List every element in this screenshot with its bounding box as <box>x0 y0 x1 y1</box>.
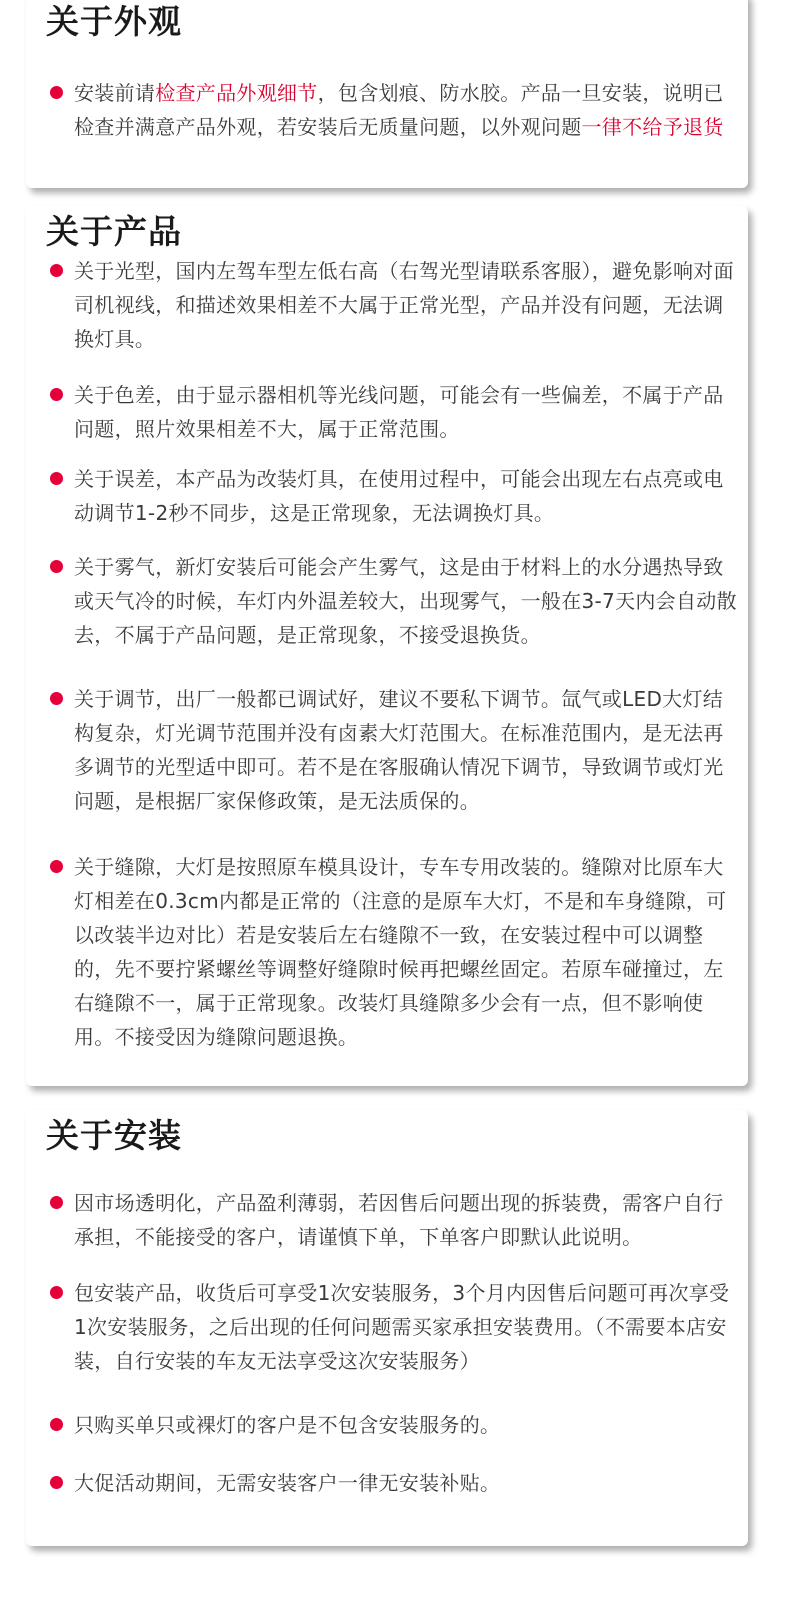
list-item <box>50 254 740 356</box>
bullet-dot-icon <box>50 1418 63 1431</box>
list-item-text: 关于雾气，新灯安装后可能会产生雾气，这是由于材料上的水分遇热导致或天气冷的时候，车灯内外温差较大，出现雾气，一般在3-7天内会自动散去，不属于产品问题，是正常现象，不接受退换货。 <box>74 555 737 647</box>
bullet-dot-icon <box>50 560 63 573</box>
highlight-text: 检查产品外观细节 <box>155 81 318 105</box>
list-item <box>50 1186 740 1254</box>
bullet-dot-icon <box>50 472 63 485</box>
list-item-text: 只购买单只或裸灯的客户是不包含安装服务的。 <box>74 1413 501 1437</box>
highlight-text: 一律不给予退货 <box>581 115 724 139</box>
list-item-text <box>50 76 740 144</box>
bullet-dot-icon <box>50 264 63 277</box>
bullet-dot-icon <box>50 86 63 99</box>
list-item-text: 包安装产品，收货后可享受1次安装服务，3个月内因售后问题可再次享受1次安装服务，之后出现的任何问题需买家承担安装费用。（不需要本店安装，自行安装的车友无法享受这次安装服务） <box>74 1281 730 1373</box>
list-item-text: 因市场透明化，产品盈利薄弱，若因售后问题出现的拆装费，需客户自行承担，不能接受的客户，请谨慎下单，下单客户即默认此说明。 <box>74 1191 724 1249</box>
list-item <box>50 550 740 652</box>
bullet-dot-icon <box>50 860 63 873</box>
list-item-text: 关于误差，本产品为改装灯具，在使用过程中，可能会出现左右点亮或电动调节1-2秒不同步，这是正常现象，无法调换灯具。 <box>74 467 724 525</box>
section-title: 关于产品 <box>46 212 182 251</box>
bullet-dot-icon <box>50 1196 63 1209</box>
section-title: 关于外观 <box>46 2 182 41</box>
list-item <box>50 1408 740 1442</box>
list-item <box>50 1466 740 1500</box>
list-item-text: 关于光型，国内左驾车型左低右高（右驾光型请联系客服），避免影响对面司机视线，和描述效果相差不大属于正常光型，产品并没有问题，无法调换灯具。 <box>74 259 734 351</box>
list-item-text: 大促活动期间，无需安装客户一律无安装补贴。 <box>74 1471 501 1495</box>
bullet-dot-icon <box>50 1476 63 1489</box>
list-item-text: 关于缝隙，大灯是按照原车模具设计，专车专用改装的。缝隙对比原车大灯相差在0.3cm内都是正常的（注意的是原车大灯，不是和车身缝隙，可以改装半边对比）若是安装后左右缝隙不一致，在安装过程中可以调整的，先不要拧紧螺丝等调整好缝隙时候再把螺丝固定。若原车碰撞过，左右缝隙不一，属于正常现象。改装灯具缝隙多少会有一点，但不影响使用。不接受因为缝隙问题退换。 <box>74 855 727 1049</box>
appearance-section <box>26 0 748 188</box>
list-item <box>50 76 740 144</box>
list-item-text: 关于调节，出厂一般都已调试好，建议不要私下调节。氙气或LED大灯结构复杂，灯光调节范围并没有卤素大灯范围大。在标准范围内，是无法再多调节的光型适中即可。若不是在客服确认情况下调节，导致调节或灯光问题，是根据厂家保修政策，是无法质保的。 <box>74 687 724 813</box>
list-item <box>50 1276 740 1378</box>
list-item <box>50 462 740 530</box>
product-section <box>26 206 748 1086</box>
text-segment: ，包含划痕、防水胶。产品一旦安装，说明已检查并满意产品外观，若安装后无质量问题，以外观问题 <box>74 81 724 139</box>
bullet-dot-icon <box>50 388 63 401</box>
list-item-text: 关于色差，由于显示器相机等光线问题，可能会有一些偏差，不属于产品问题，照片效果相差不大，属于正常范围。 <box>74 383 724 441</box>
section-title: 关于安装 <box>46 1116 182 1155</box>
install-section <box>26 1110 748 1546</box>
list-item <box>50 850 740 1054</box>
bullet-dot-icon <box>50 1286 63 1299</box>
list-item <box>50 378 740 446</box>
list-item <box>50 682 740 818</box>
bullet-dot-icon <box>50 692 63 705</box>
text-segment: 安装前请 <box>74 81 156 105</box>
